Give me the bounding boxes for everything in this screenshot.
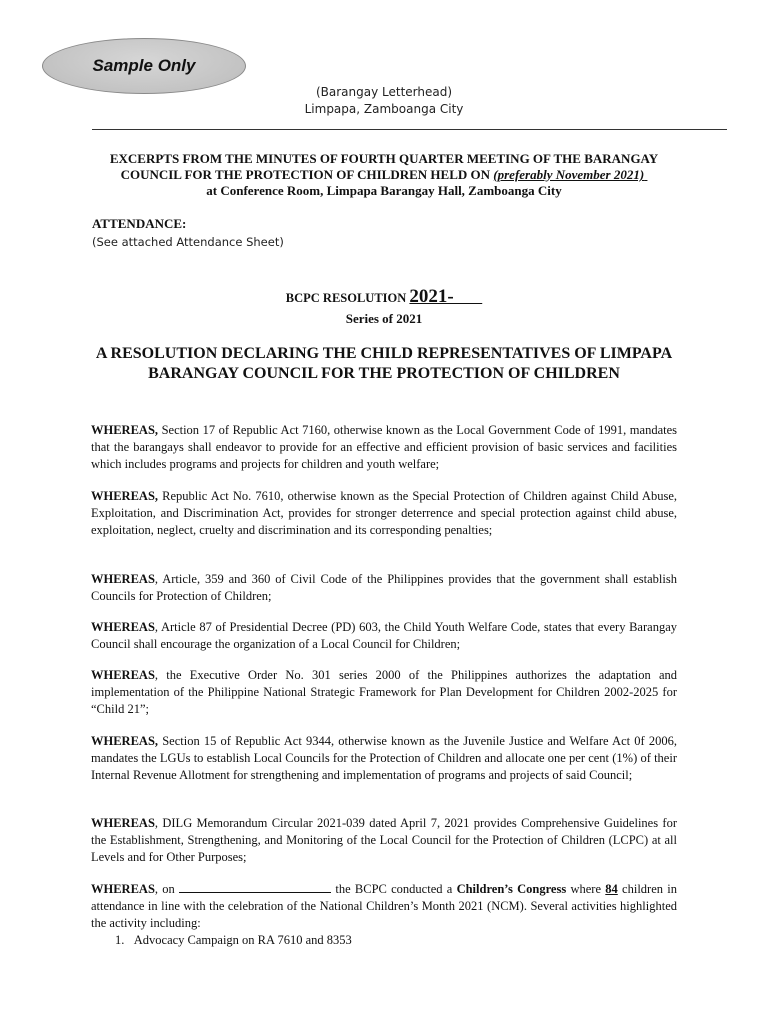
- heading-line-2-text: COUNCIL FOR THE PROTECTION OF CHILDREN HELD ON: [120, 167, 494, 182]
- list-item-number: 1.: [115, 933, 125, 947]
- whereas-text: , the Executive Order No. 301 series 2000 of the Philippines authorizes the adaptation and implementation of the Philippine National Strategic Framework for Plan Development for Children 2002-2025 for “Child 21”;: [91, 668, 677, 716]
- resolution-title: A RESOLUTION DECLARING THE CHILD REPRESENTATIVES OF LIMPAPA BARANGAY COUNCIL FOR THE PROTECTION OF CHILDREN: [95, 345, 673, 382]
- whereas-keyword: WHEREAS,: [91, 489, 159, 503]
- whereas-keyword: WHEREAS,: [91, 734, 159, 748]
- whereas-text: , Article, 359 and 360 of Civil Code of the Philippines provides that the government shall establish Councils for Protection of Children;: [91, 572, 677, 603]
- whereas-keyword: WHEREAS,: [91, 423, 159, 437]
- whereas-keyword: WHEREAS: [91, 882, 155, 896]
- whereas-text: where: [566, 882, 606, 896]
- minutes-heading: [70, 151, 698, 199]
- heading-line-2: [70, 167, 698, 183]
- whereas-text: Republic Act No. 7610, otherwise known as the Special Protection of Children against Child Abuse, Exploitation, and Discrimination Act, provides for stronger deterrence and special protection against child abuse, exploitation, neglect, cruelty and discrimination and its corresponding penalties;: [91, 489, 677, 537]
- list-item: [115, 933, 352, 948]
- resolution-label: BCPC RESOLUTION: [285, 291, 410, 305]
- resolution-series: Series of 2021: [345, 311, 423, 326]
- whereas-text: the BCPC conducted a: [331, 882, 457, 896]
- letterhead: [0, 84, 768, 118]
- heading-line-3: at Conference Room, Limpapa Barangay Hall, Zamboanga City: [206, 183, 562, 198]
- whereas-keyword: WHEREAS: [91, 816, 155, 830]
- letterhead-title: (Barangay Letterhead): [315, 85, 453, 99]
- whereas-paragraph: [91, 619, 677, 653]
- attendance-label: ATTENDANCE:: [92, 216, 187, 231]
- heading-line-1: EXCERPTS FROM THE MINUTES OF FOURTH QUARTER MEETING OF THE BARANGAY: [109, 151, 659, 166]
- whereas-text: , Article 87 of Presidential Decree (PD) 603, the Child Youth Welfare Code, states that every Barangay Council shall encourage the organization of a Local Council for Children;: [91, 620, 677, 651]
- sample-only-label: Sample Only: [92, 56, 196, 75]
- whereas-paragraph: [91, 815, 677, 866]
- whereas-keyword: WHEREAS: [91, 620, 155, 634]
- whereas-paragraph: [91, 488, 677, 539]
- whereas-paragraph: [91, 667, 677, 718]
- letterhead-location: Limpapa, Zamboanga City: [304, 102, 464, 116]
- date-blank-line: [179, 881, 331, 893]
- letterhead-divider: [92, 129, 727, 130]
- whereas-keyword: WHEREAS: [91, 572, 155, 586]
- attendance-count: 84: [605, 882, 618, 896]
- resolution-number: 2021-: [409, 286, 483, 307]
- resolution-number-line: [0, 286, 768, 308]
- whereas-text: Section 17 of Republic Act 7160, otherwise known as the Local Government Code of 1991, mandates that the barangays shall endeavor to provide for an effective and efficient provision of basic services and facilities which includes programs and projects for children and youth welfare;: [91, 423, 677, 471]
- whereas-text: , DILG Memorandum Circular 2021-039 dated April 7, 2021 provides Comprehensive Guidelines for the Establishment, Strengthening, and Monitoring of the Local Council for the Protection of Children (LCPC) at all Levels and for Other Purposes;: [91, 816, 677, 864]
- whereas-text: Section 15 of Republic Act 9344, otherwise known as the Juvenile Justice and Welfare Act 0f 2006, mandates the LGUs to establish Local Councils for the Protection of Children and allocate one per cent (1%) of their Internal Revenue Allotment for strengthening and implementation of programs and projects of said Council;: [91, 734, 677, 782]
- meeting-date-placeholder: (preferably November 2021): [493, 167, 645, 182]
- childrens-congress-label: Children’s Congress: [456, 882, 567, 896]
- whereas-paragraph-congress: [91, 881, 677, 932]
- list-item-text: Advocacy Campaign on RA 7610 and 8353: [133, 933, 352, 947]
- whereas-text: children in attendance in line with the celebration of the National Children’s Month 2021 (NCM). Several activities highlighted the activity including:: [91, 882, 677, 930]
- whereas-paragraph: [91, 571, 677, 605]
- whereas-keyword: WHEREAS: [91, 668, 155, 682]
- whereas-paragraph: [91, 422, 677, 473]
- whereas-paragraph: [91, 733, 677, 784]
- whereas-text: , on: [154, 882, 180, 896]
- attendance-note: (See attached Attendance Sheet): [92, 235, 284, 249]
